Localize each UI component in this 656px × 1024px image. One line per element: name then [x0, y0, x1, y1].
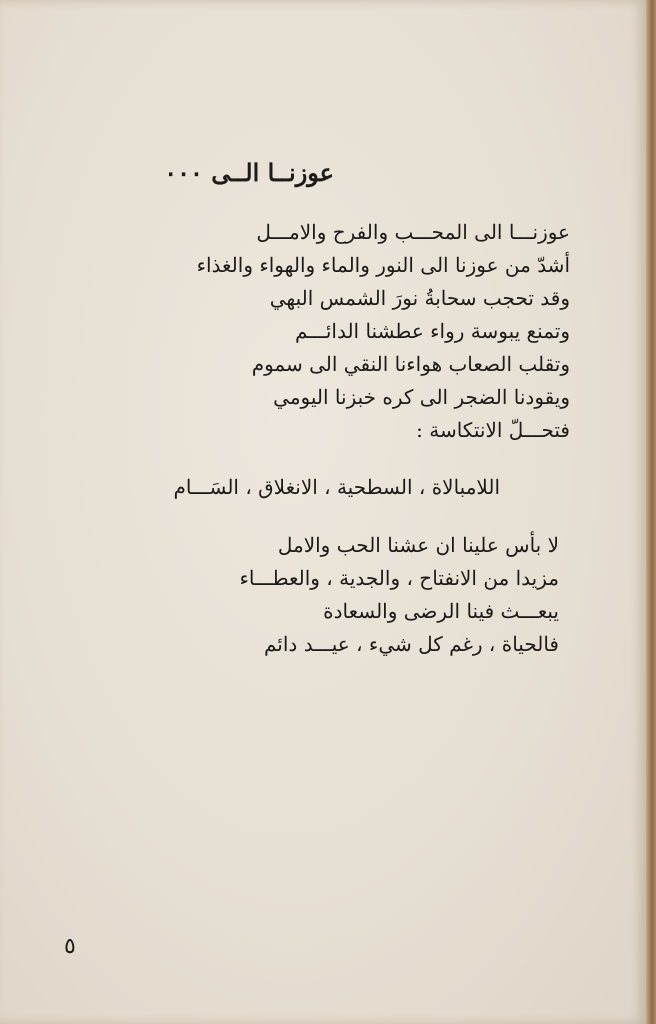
stanza-2 — [173, 471, 500, 504]
poem-line: وتمنع يبوسة رواء عطشنا الدائـــم — [294, 319, 570, 343]
poem-line: فالحياة ، رغم كل شيء ، عيـــد دائم — [264, 632, 559, 656]
poem-line: وتقلب الصعاب هواءنا النقي الى سموم — [251, 352, 570, 376]
poem-line: عوزنـــا الى المحـــب والفرح والامـــل — [256, 220, 570, 244]
poem-line: أشدّ من عوزنا الى النور والماء والهواء والغذاء — [196, 253, 570, 277]
poem-line: اللامبالاة ، السطحية ، الانغلاق ، السَـــام — [173, 475, 500, 499]
poem-line: فتحـــلّ الانتكاسة : — [416, 418, 570, 442]
page-edge — [646, 0, 656, 1024]
page-number: ٥ — [64, 934, 76, 959]
poem-line: يبعـــث فينا الرضى والسعادة — [323, 599, 559, 623]
poem-title: عوزنــا الــى ٠٠٠ — [164, 158, 334, 187]
poem-line: ويقودنا الضجر الى كره خبزنا اليومي — [273, 385, 570, 409]
poem-line: لا بأس علينا ان عشنا الحب والامل — [277, 533, 559, 557]
poem-line: مزيدا من الانفتاح ، والجدية ، والعطـــاء — [239, 566, 559, 590]
stanza-3 — [240, 529, 560, 661]
poem-line: وقد تحجب سحابةُ نورَ الشمس البهي — [269, 286, 570, 310]
stanza-1 — [197, 216, 570, 447]
